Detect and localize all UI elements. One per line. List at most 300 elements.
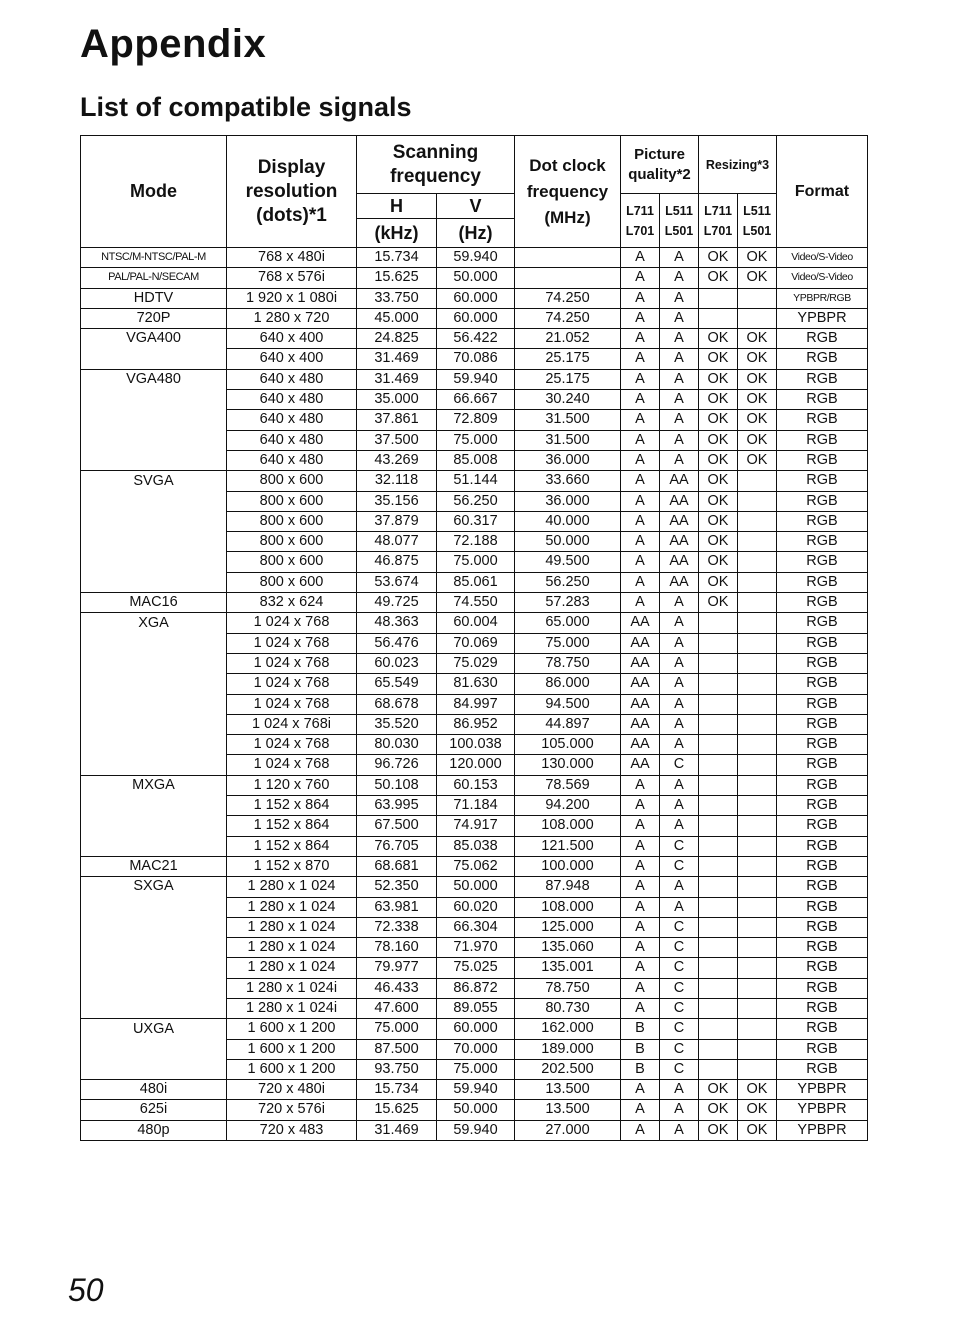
h-frequency-cell: 48.363 (357, 613, 437, 633)
resolution-cell: 1 600 x 1 200 (227, 1059, 357, 1079)
format-cell: RGB (777, 532, 868, 552)
resizing-b-cell (738, 613, 777, 633)
mode-cell (81, 532, 227, 552)
page-title: Appendix (80, 22, 267, 66)
v-frequency-cell: 74.550 (437, 593, 515, 613)
resolution-cell: 1 920 x 1 080i (227, 288, 357, 308)
resizing-a-cell (699, 613, 738, 633)
mode-cell (81, 674, 227, 694)
resizing-b-cell (738, 998, 777, 1018)
h-frequency-cell: 31.469 (357, 1120, 437, 1140)
resolution-cell: 1 024 x 768 (227, 755, 357, 775)
mode-cell (81, 653, 227, 673)
h-frequency-cell: 15.734 (357, 248, 437, 268)
resizing-a-cell (699, 958, 738, 978)
dot-clock-cell: 94.500 (515, 694, 621, 714)
dot-clock-cell: 36.000 (515, 491, 621, 511)
picture-quality-a-cell: A (621, 938, 660, 958)
picture-quality-b-cell: C (660, 1019, 699, 1039)
format-cell: RGB (777, 816, 868, 836)
h-frequency-cell: 15.734 (357, 1080, 437, 1100)
mode-cell: HDTV (81, 288, 227, 308)
page-number: 50 (68, 1272, 104, 1308)
picture-quality-b-cell: A (660, 1080, 699, 1100)
picture-quality-a-cell: A (621, 450, 660, 470)
v-frequency-cell: 75.025 (437, 958, 515, 978)
h-frequency-cell: 78.160 (357, 938, 437, 958)
resizing-b-cell (738, 471, 777, 491)
picture-quality-a-cell: A (621, 471, 660, 491)
resizing-a-cell (699, 694, 738, 714)
format-cell: RGB (777, 978, 868, 998)
v-frequency-cell: 59.940 (437, 248, 515, 268)
resizing-a-cell: OK (699, 450, 738, 470)
resizing-a-cell: OK (699, 491, 738, 511)
resizing-a-cell: OK (699, 390, 738, 410)
format-cell: RGB (777, 796, 868, 816)
picture-quality-a-cell: A (621, 430, 660, 450)
resolution-cell: 640 x 480 (227, 390, 357, 410)
picture-quality-a-cell: A (621, 390, 660, 410)
v-frequency-cell: 75.062 (437, 856, 515, 876)
picture-quality-a-cell: A (621, 836, 660, 856)
picture-quality-b-cell: A (660, 410, 699, 430)
mode-cell: MAC21 (81, 856, 227, 876)
dot-clock-cell: 135.001 (515, 958, 621, 978)
resolution-cell: 832 x 624 (227, 593, 357, 613)
dot-clock-cell: 78.750 (515, 653, 621, 673)
mode-cell: SVGA (81, 471, 227, 491)
format-cell: RGB (777, 755, 868, 775)
resizing-b-cell (738, 552, 777, 572)
resizing-b-cell: OK (738, 410, 777, 430)
table-row (81, 390, 868, 410)
h-frequency-cell: 63.995 (357, 796, 437, 816)
v-frequency-cell: 66.304 (437, 917, 515, 937)
table-row (81, 369, 868, 389)
header-model-pq-a: L711 L701 (621, 194, 660, 248)
resizing-b-cell (738, 308, 777, 328)
h-frequency-cell: 35.000 (357, 390, 437, 410)
dot-clock-cell: 125.000 (515, 917, 621, 937)
resolution-cell: 1 280 x 720 (227, 308, 357, 328)
resolution-cell: 1 600 x 1 200 (227, 1039, 357, 1059)
h-frequency-cell: 68.678 (357, 694, 437, 714)
resolution-cell: 1 152 x 864 (227, 796, 357, 816)
picture-quality-b-cell: A (660, 349, 699, 369)
mode-cell (81, 958, 227, 978)
picture-quality-a-cell: A (621, 511, 660, 531)
mode-cell (81, 491, 227, 511)
mode-cell (81, 897, 227, 917)
dot-clock-cell: 65.000 (515, 613, 621, 633)
format-cell: RGB (777, 593, 868, 613)
resizing-a-cell (699, 755, 738, 775)
format-cell: RGB (777, 430, 868, 450)
table-row (81, 349, 868, 369)
resolution-cell: 800 x 600 (227, 552, 357, 572)
header-h-unit: (kHz) (357, 219, 437, 248)
resizing-a-cell (699, 978, 738, 998)
picture-quality-b-cell: A (660, 714, 699, 734)
v-frequency-cell: 59.940 (437, 369, 515, 389)
v-frequency-cell: 60.004 (437, 613, 515, 633)
h-frequency-cell: 76.705 (357, 836, 437, 856)
v-frequency-cell: 50.000 (437, 877, 515, 897)
mode-cell (81, 998, 227, 1018)
resolution-cell: 640 x 400 (227, 329, 357, 349)
resizing-b-cell: OK (738, 248, 777, 268)
table-row (81, 958, 868, 978)
picture-quality-b-cell: A (660, 816, 699, 836)
resizing-a-cell (699, 288, 738, 308)
resizing-a-cell (699, 836, 738, 856)
picture-quality-b-cell: A (660, 308, 699, 328)
h-frequency-cell: 35.520 (357, 714, 437, 734)
mode-cell (81, 735, 227, 755)
resolution-cell: 720 x 576i (227, 1100, 357, 1120)
table-row (81, 1120, 868, 1140)
h-frequency-cell: 31.469 (357, 349, 437, 369)
mode-cell (81, 938, 227, 958)
v-frequency-cell: 89.055 (437, 998, 515, 1018)
format-cell: RGB (777, 958, 868, 978)
resizing-b-cell (738, 288, 777, 308)
resolution-cell: 640 x 400 (227, 349, 357, 369)
header-model-rs-a: L711 L701 (699, 194, 738, 248)
resizing-a-cell: OK (699, 1080, 738, 1100)
resizing-b-cell (738, 958, 777, 978)
mode-cell (81, 572, 227, 592)
mode-cell (81, 430, 227, 450)
resizing-b-cell (738, 897, 777, 917)
picture-quality-b-cell: A (660, 775, 699, 795)
resolution-cell: 768 x 480i (227, 248, 357, 268)
format-cell: YPBPR (777, 1080, 868, 1100)
picture-quality-b-cell: AA (660, 511, 699, 531)
picture-quality-a-cell: A (621, 1100, 660, 1120)
picture-quality-b-cell: A (660, 796, 699, 816)
resizing-a-cell: OK (699, 471, 738, 491)
resizing-a-cell (699, 816, 738, 836)
dot-clock-cell: 74.250 (515, 288, 621, 308)
dot-clock-cell: 21.052 (515, 329, 621, 349)
header-model-pq-b: L511 L501 (660, 194, 699, 248)
picture-quality-b-cell: C (660, 836, 699, 856)
picture-quality-a-cell: A (621, 349, 660, 369)
resolution-cell: 1 024 x 768 (227, 633, 357, 653)
resizing-b-cell (738, 674, 777, 694)
h-frequency-cell: 32.118 (357, 471, 437, 491)
dot-clock-cell: 189.000 (515, 1039, 621, 1059)
picture-quality-a-cell: A (621, 532, 660, 552)
picture-quality-b-cell: C (660, 978, 699, 998)
dot-clock-cell: 44.897 (515, 714, 621, 734)
format-cell: RGB (777, 917, 868, 937)
table-row (81, 450, 868, 470)
picture-quality-a-cell: A (621, 897, 660, 917)
table-row (81, 775, 868, 795)
resizing-b-cell: OK (738, 1080, 777, 1100)
mode-cell (81, 1039, 227, 1059)
v-frequency-cell: 60.317 (437, 511, 515, 531)
format-cell: RGB (777, 714, 868, 734)
mode-cell: 480i (81, 1080, 227, 1100)
resizing-a-cell (699, 1019, 738, 1039)
mode-cell (81, 694, 227, 714)
resolution-cell: 800 x 600 (227, 572, 357, 592)
resolution-cell: 800 x 600 (227, 511, 357, 531)
resizing-a-cell (699, 796, 738, 816)
dot-clock-cell: 130.000 (515, 755, 621, 775)
resizing-a-cell (699, 1039, 738, 1059)
format-cell: RGB (777, 633, 868, 653)
table-row (81, 856, 868, 876)
picture-quality-a-cell: A (621, 329, 660, 349)
v-frequency-cell: 100.038 (437, 735, 515, 755)
mode-cell (81, 1059, 227, 1079)
compatible-signals-table (80, 135, 868, 1141)
picture-quality-a-cell: AA (621, 714, 660, 734)
resizing-a-cell: OK (699, 1100, 738, 1120)
format-cell: YPBPR/RGB (777, 288, 868, 308)
resizing-a-cell (699, 308, 738, 328)
table-row (81, 613, 868, 633)
v-frequency-cell: 50.000 (437, 1100, 515, 1120)
format-cell: RGB (777, 694, 868, 714)
h-frequency-cell: 72.338 (357, 917, 437, 937)
header-format: Format (777, 136, 868, 248)
table-row (81, 836, 868, 856)
table-row (81, 329, 868, 349)
format-cell: Video/S-Video (777, 268, 868, 288)
resizing-b-cell (738, 978, 777, 998)
resizing-b-cell (738, 491, 777, 511)
format-cell: RGB (777, 897, 868, 917)
resizing-a-cell: OK (699, 268, 738, 288)
dot-clock-cell: 100.000 (515, 856, 621, 876)
mode-cell (81, 552, 227, 572)
picture-quality-b-cell: C (660, 1059, 699, 1079)
picture-quality-b-cell: C (660, 958, 699, 978)
h-frequency-cell: 75.000 (357, 1019, 437, 1039)
resizing-a-cell (699, 633, 738, 653)
picture-quality-b-cell: A (660, 613, 699, 633)
mode-cell (81, 917, 227, 937)
format-cell: RGB (777, 491, 868, 511)
resizing-a-cell: OK (699, 248, 738, 268)
v-frequency-cell: 50.000 (437, 268, 515, 288)
table-row (81, 532, 868, 552)
mode-cell: MAC16 (81, 593, 227, 613)
mode-cell (81, 755, 227, 775)
resizing-a-cell (699, 938, 738, 958)
format-cell: YPBPR (777, 1120, 868, 1140)
picture-quality-a-cell: A (621, 1120, 660, 1140)
h-frequency-cell: 45.000 (357, 308, 437, 328)
mode-cell (81, 796, 227, 816)
resizing-b-cell (738, 836, 777, 856)
table-row (81, 491, 868, 511)
v-frequency-cell: 75.000 (437, 430, 515, 450)
table-row (81, 511, 868, 531)
picture-quality-b-cell: C (660, 938, 699, 958)
table-row (81, 552, 868, 572)
format-cell: RGB (777, 1059, 868, 1079)
v-frequency-cell: 56.422 (437, 329, 515, 349)
v-frequency-cell: 86.872 (437, 978, 515, 998)
dot-clock-cell: 30.240 (515, 390, 621, 410)
resizing-a-cell (699, 714, 738, 734)
picture-quality-a-cell: AA (621, 613, 660, 633)
v-frequency-cell: 70.069 (437, 633, 515, 653)
v-frequency-cell: 86.952 (437, 714, 515, 734)
v-frequency-cell: 84.997 (437, 694, 515, 714)
resizing-b-cell (738, 816, 777, 836)
resizing-b-cell (738, 938, 777, 958)
h-frequency-cell: 53.674 (357, 572, 437, 592)
format-cell: RGB (777, 1019, 868, 1039)
dot-clock-cell: 135.060 (515, 938, 621, 958)
picture-quality-a-cell: AA (621, 633, 660, 653)
mode-cell (81, 390, 227, 410)
picture-quality-b-cell: A (660, 593, 699, 613)
format-cell: RGB (777, 369, 868, 389)
table-row (81, 1059, 868, 1079)
picture-quality-b-cell: A (660, 1100, 699, 1120)
picture-quality-a-cell: A (621, 877, 660, 897)
picture-quality-b-cell: C (660, 755, 699, 775)
header-picture-quality: Picture quality*2 (621, 136, 699, 194)
resizing-a-cell: OK (699, 572, 738, 592)
picture-quality-a-cell: B (621, 1059, 660, 1079)
dot-clock-cell: 13.500 (515, 1100, 621, 1120)
dot-clock-cell: 86.000 (515, 674, 621, 694)
v-frequency-cell: 56.250 (437, 491, 515, 511)
dot-clock-cell: 162.000 (515, 1019, 621, 1039)
resolution-cell: 1 024 x 768 (227, 613, 357, 633)
picture-quality-a-cell: AA (621, 674, 660, 694)
resolution-cell: 1 600 x 1 200 (227, 1019, 357, 1039)
h-frequency-cell: 52.350 (357, 877, 437, 897)
table-body (81, 248, 868, 1141)
resolution-cell: 1 152 x 870 (227, 856, 357, 876)
resolution-cell: 800 x 600 (227, 491, 357, 511)
resizing-a-cell (699, 856, 738, 876)
table-row (81, 268, 868, 288)
header-resizing: Resizing*3 (699, 136, 777, 194)
resizing-b-cell: OK (738, 390, 777, 410)
h-frequency-cell: 43.269 (357, 450, 437, 470)
v-frequency-cell: 70.000 (437, 1039, 515, 1059)
dot-clock-cell: 49.500 (515, 552, 621, 572)
dot-clock-cell: 108.000 (515, 897, 621, 917)
resizing-a-cell (699, 775, 738, 795)
v-frequency-cell: 75.000 (437, 552, 515, 572)
h-frequency-cell: 15.625 (357, 1100, 437, 1120)
h-frequency-cell: 56.476 (357, 633, 437, 653)
resizing-b-cell (738, 572, 777, 592)
mode-cell: SXGA (81, 877, 227, 897)
h-frequency-cell: 35.156 (357, 491, 437, 511)
picture-quality-b-cell: A (660, 390, 699, 410)
format-cell: RGB (777, 471, 868, 491)
table-row (81, 308, 868, 328)
resolution-cell: 1 280 x 1 024 (227, 877, 357, 897)
format-cell: RGB (777, 856, 868, 876)
dot-clock-cell: 31.500 (515, 430, 621, 450)
format-cell: RGB (777, 938, 868, 958)
table-row (81, 633, 868, 653)
picture-quality-a-cell: A (621, 410, 660, 430)
table-row (81, 796, 868, 816)
picture-quality-b-cell: C (660, 1039, 699, 1059)
h-frequency-cell: 63.981 (357, 897, 437, 917)
mode-cell: 720P (81, 308, 227, 328)
resizing-b-cell: OK (738, 1120, 777, 1140)
dot-clock-cell: 56.250 (515, 572, 621, 592)
table-row (81, 897, 868, 917)
mode-cell (81, 714, 227, 734)
v-frequency-cell: 60.000 (437, 288, 515, 308)
picture-quality-a-cell: A (621, 308, 660, 328)
v-frequency-cell: 70.086 (437, 349, 515, 369)
dot-clock-cell: 33.660 (515, 471, 621, 491)
resolution-cell: 640 x 480 (227, 410, 357, 430)
picture-quality-b-cell: A (660, 248, 699, 268)
dot-clock-cell: 74.250 (515, 308, 621, 328)
table-row (81, 674, 868, 694)
picture-quality-a-cell: A (621, 369, 660, 389)
v-frequency-cell: 60.000 (437, 1019, 515, 1039)
dot-clock-cell: 94.200 (515, 796, 621, 816)
h-frequency-cell: 33.750 (357, 288, 437, 308)
h-frequency-cell: 79.977 (357, 958, 437, 978)
picture-quality-b-cell: A (660, 633, 699, 653)
mode-cell: VGA400 (81, 329, 227, 349)
dot-clock-cell: 87.948 (515, 877, 621, 897)
resizing-b-cell: OK (738, 268, 777, 288)
resizing-b-cell (738, 755, 777, 775)
table-row (81, 694, 868, 714)
header-scanning-frequency: Scanning frequency (357, 136, 515, 194)
picture-quality-b-cell: A (660, 877, 699, 897)
picture-quality-b-cell: A (660, 1120, 699, 1140)
dot-clock-cell: 25.175 (515, 349, 621, 369)
v-frequency-cell: 74.917 (437, 816, 515, 836)
format-cell: RGB (777, 877, 868, 897)
mode-cell (81, 816, 227, 836)
resizing-b-cell (738, 532, 777, 552)
v-frequency-cell: 85.038 (437, 836, 515, 856)
picture-quality-a-cell: A (621, 1080, 660, 1100)
h-frequency-cell: 60.023 (357, 653, 437, 673)
table-row (81, 1080, 868, 1100)
resizing-a-cell (699, 998, 738, 1018)
resizing-b-cell (738, 917, 777, 937)
resizing-a-cell: OK (699, 511, 738, 531)
table-row (81, 572, 868, 592)
picture-quality-b-cell: A (660, 288, 699, 308)
resizing-b-cell (738, 856, 777, 876)
v-frequency-cell: 85.008 (437, 450, 515, 470)
table-row (81, 1100, 868, 1120)
dot-clock-cell: 31.500 (515, 410, 621, 430)
mode-cell: UXGA (81, 1019, 227, 1039)
resolution-cell: 800 x 600 (227, 532, 357, 552)
resizing-b-cell (738, 694, 777, 714)
mode-cell (81, 349, 227, 369)
